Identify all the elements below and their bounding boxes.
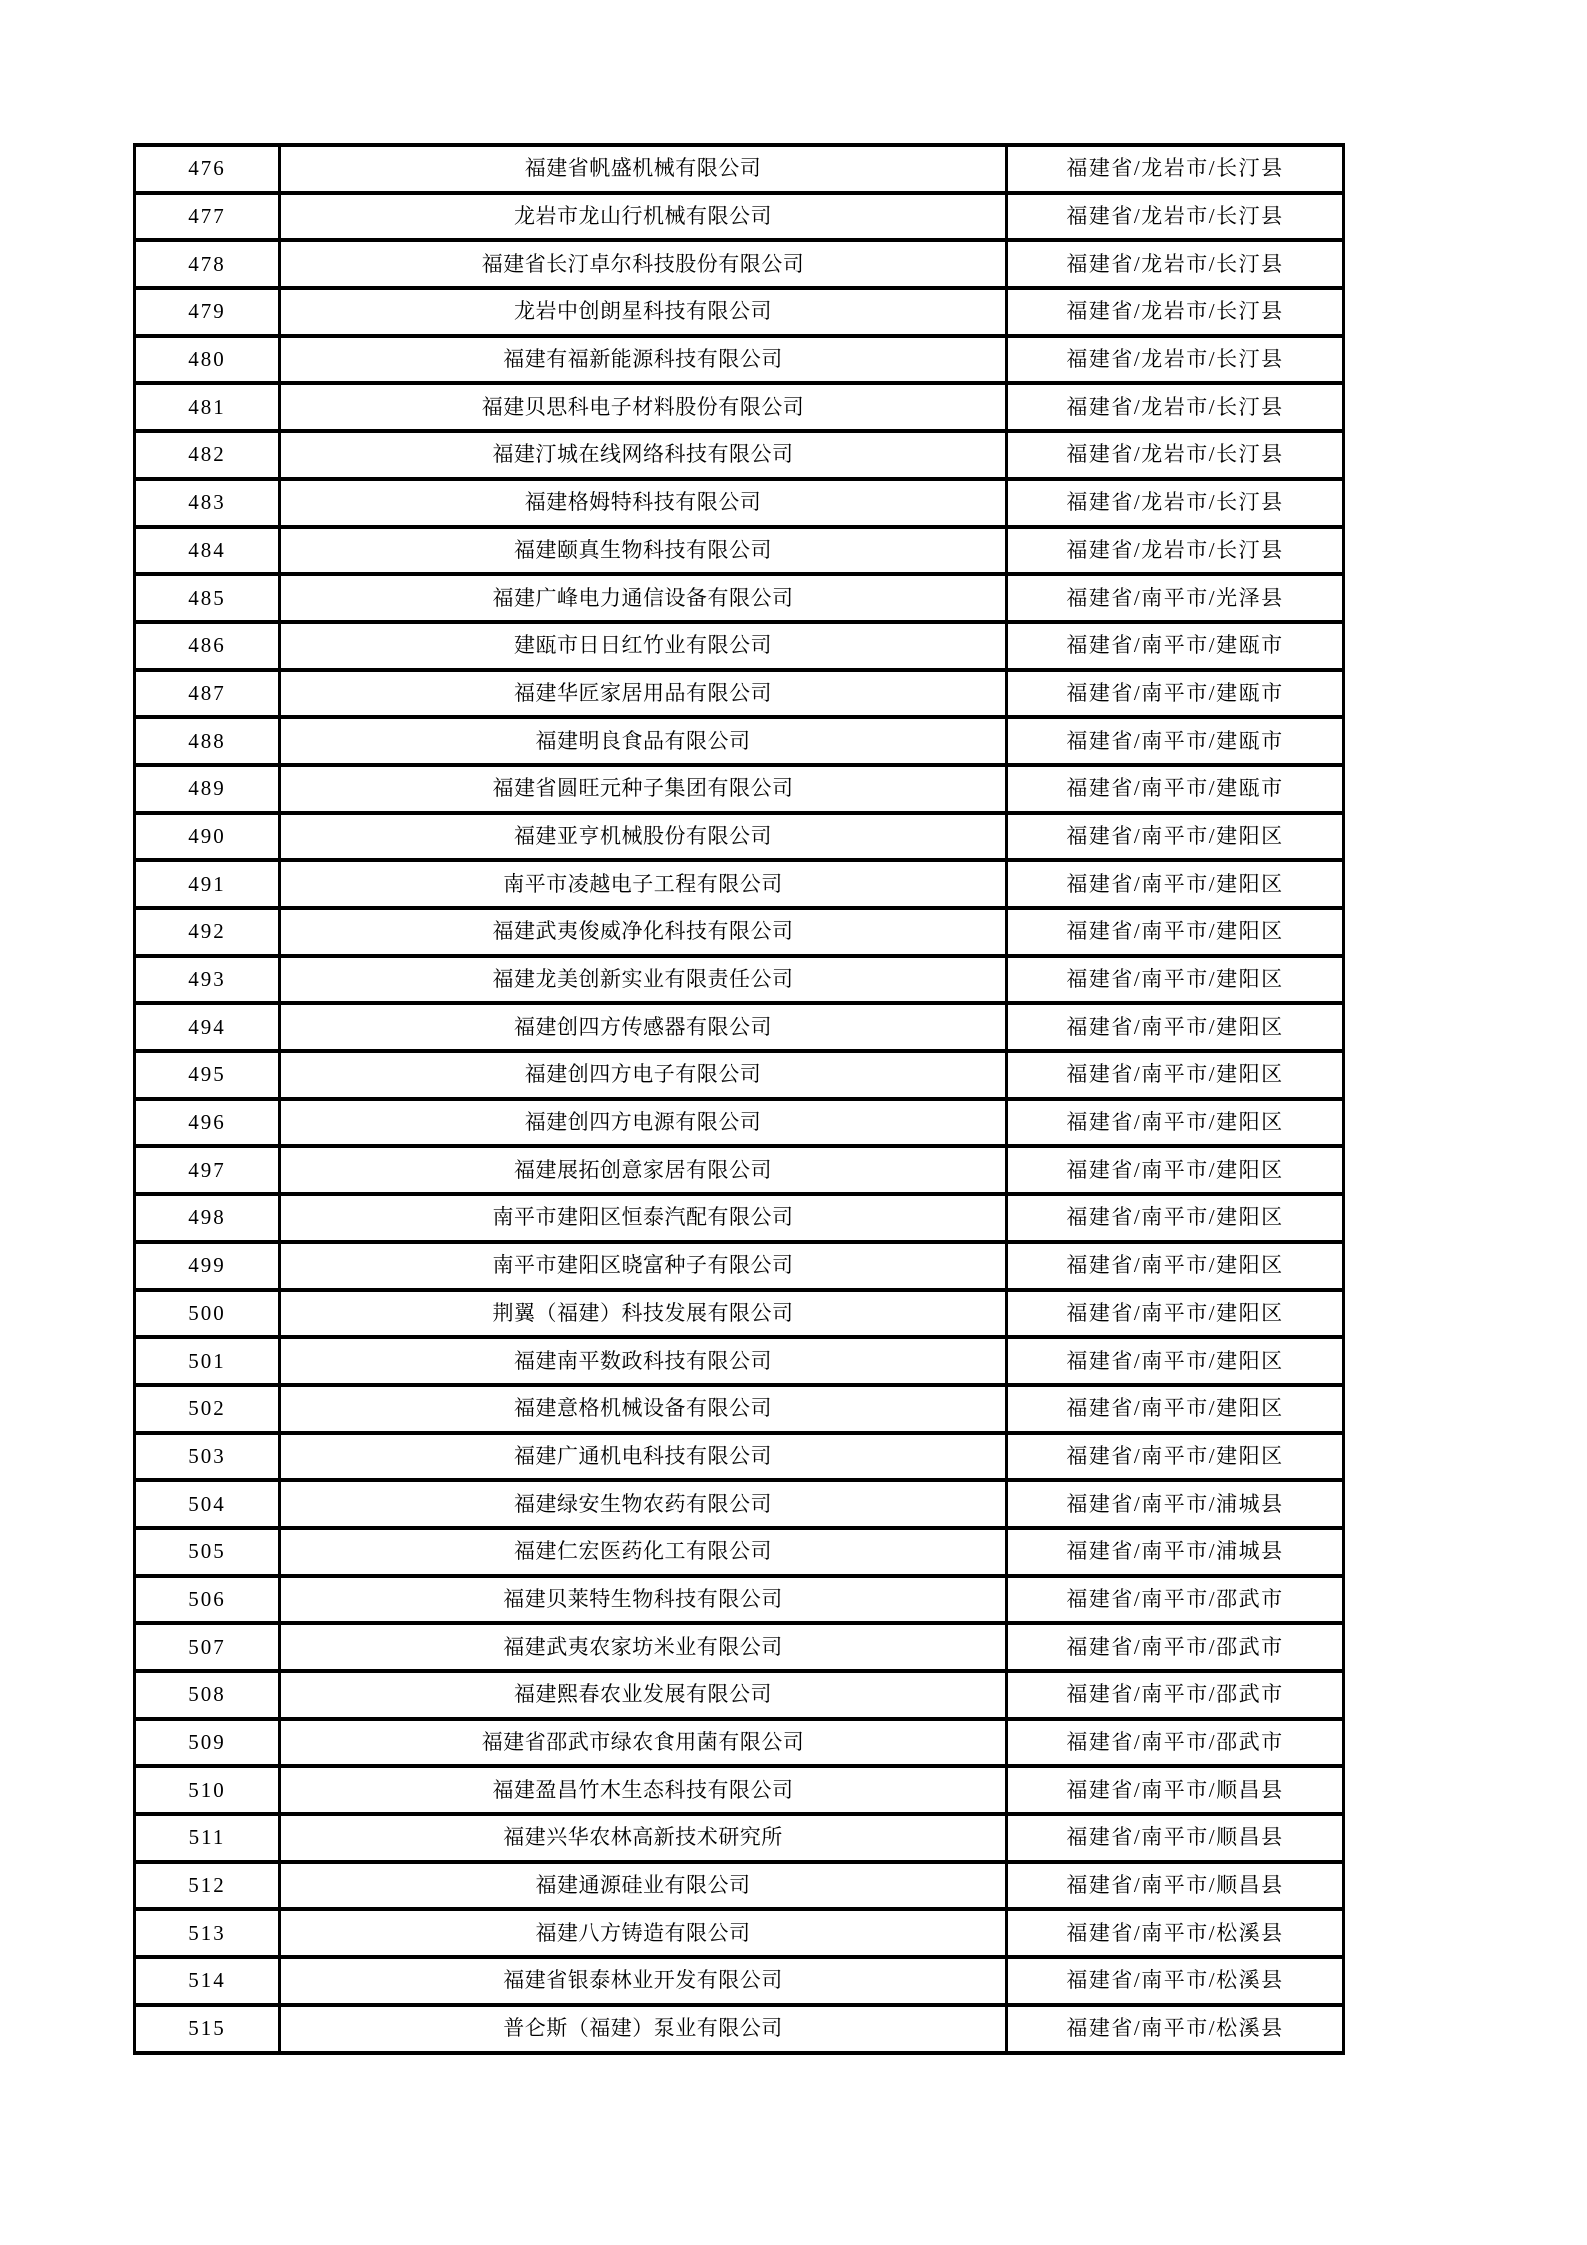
company-name-cell: 福建华匠家居用品有限公司 [280,670,1007,718]
table-row [135,1003,1344,1051]
region-cell: 福建省/南平市/光泽县 [1007,574,1344,622]
row-index-cell: 484 [135,527,280,575]
row-index-cell: 481 [135,383,280,431]
region-cell: 福建省/南平市/建瓯市 [1007,765,1344,813]
table-row [135,622,1344,670]
row-index-cell: 500 [135,1290,280,1338]
region-cell: 福建省/南平市/建阳区 [1007,1051,1344,1099]
row-index-cell: 480 [135,336,280,384]
company-name-cell: 福建熙春农业发展有限公司 [280,1671,1007,1719]
table-row [135,717,1344,765]
company-name-cell: 福建亚亨机械股份有限公司 [280,813,1007,861]
company-name-cell: 福建南平数政科技有限公司 [280,1337,1007,1385]
company-name-cell: 福建广峰电力通信设备有限公司 [280,574,1007,622]
table-row [135,1814,1344,1862]
table-row [135,1099,1344,1147]
company-name-cell: 福建创四方电子有限公司 [280,1051,1007,1099]
company-name-cell: 南平市建阳区恒泰汽配有限公司 [280,1194,1007,1242]
company-name-cell: 龙岩中创朗星科技有限公司 [280,288,1007,336]
row-index-cell: 497 [135,1146,280,1194]
company-name-cell: 福建创四方电源有限公司 [280,1099,1007,1147]
row-index-cell: 499 [135,1242,280,1290]
table-row [135,288,1344,336]
region-cell: 福建省/南平市/浦城县 [1007,1528,1344,1576]
region-cell: 福建省/南平市/建阳区 [1007,1194,1344,1242]
row-index-cell: 504 [135,1480,280,1528]
row-index-cell: 488 [135,717,280,765]
company-name-cell: 荆翼（福建）科技发展有限公司 [280,1290,1007,1338]
region-cell: 福建省/南平市/建瓯市 [1007,622,1344,670]
table-row [135,1766,1344,1814]
company-name-cell: 福建明良食品有限公司 [280,717,1007,765]
row-index-cell: 507 [135,1623,280,1671]
company-name-cell: 建瓯市日日红竹业有限公司 [280,622,1007,670]
region-cell: 福建省/南平市/建瓯市 [1007,670,1344,718]
row-index-cell: 509 [135,1719,280,1767]
region-cell: 福建省/南平市/邵武市 [1007,1671,1344,1719]
table-row [135,1242,1344,1290]
company-name-cell: 福建盈昌竹木生态科技有限公司 [280,1766,1007,1814]
region-cell: 福建省/南平市/建阳区 [1007,956,1344,1004]
table-row [135,1671,1344,1719]
region-cell: 福建省/南平市/顺昌县 [1007,1862,1344,1910]
table-row [135,1528,1344,1576]
region-cell: 福建省/南平市/建阳区 [1007,1146,1344,1194]
row-index-cell: 510 [135,1766,280,1814]
company-name-cell: 福建贝莱特生物科技有限公司 [280,1576,1007,1624]
region-cell: 福建省/南平市/邵武市 [1007,1719,1344,1767]
table-row [135,574,1344,622]
row-index-cell: 482 [135,431,280,479]
row-index-cell: 489 [135,765,280,813]
region-cell: 福建省/南平市/顺昌县 [1007,1814,1344,1862]
region-cell: 福建省/南平市/建阳区 [1007,860,1344,908]
row-index-cell: 483 [135,479,280,527]
row-index-cell: 508 [135,1671,280,1719]
table-row [135,860,1344,908]
company-name-cell: 南平市凌越电子工程有限公司 [280,860,1007,908]
table-row [135,431,1344,479]
row-index-cell: 491 [135,860,280,908]
company-name-cell: 福建省帆盛机械有限公司 [280,145,1007,193]
table-row [135,1433,1344,1481]
company-name-cell: 福建龙美创新实业有限责任公司 [280,956,1007,1004]
table-row [135,336,1344,384]
company-name-cell: 福建绿安生物农药有限公司 [280,1480,1007,1528]
row-index-cell: 498 [135,1194,280,1242]
table-row [135,1146,1344,1194]
region-cell: 福建省/南平市/建阳区 [1007,1433,1344,1481]
region-cell: 福建省/南平市/建阳区 [1007,813,1344,861]
company-name-cell: 南平市建阳区晓富种子有限公司 [280,1242,1007,1290]
table-row [135,908,1344,956]
region-cell: 福建省/南平市/邵武市 [1007,1576,1344,1624]
company-name-cell: 福建广通机电科技有限公司 [280,1433,1007,1481]
region-cell: 福建省/龙岩市/长汀县 [1007,240,1344,288]
company-name-cell: 福建省银泰林业开发有限公司 [280,1957,1007,2005]
company-name-cell: 福建颐真生物科技有限公司 [280,527,1007,575]
company-name-cell: 福建有福新能源科技有限公司 [280,336,1007,384]
company-name-cell: 福建通源硅业有限公司 [280,1862,1007,1910]
region-cell: 福建省/南平市/建阳区 [1007,1003,1344,1051]
row-index-cell: 505 [135,1528,280,1576]
row-index-cell: 495 [135,1051,280,1099]
row-index-cell: 490 [135,813,280,861]
table-row [135,1051,1344,1099]
region-cell: 福建省/南平市/建阳区 [1007,908,1344,956]
company-name-cell: 福建八方铸造有限公司 [280,1909,1007,1957]
table-row [135,813,1344,861]
region-cell: 福建省/南平市/建阳区 [1007,1385,1344,1433]
row-index-cell: 478 [135,240,280,288]
table-row [135,383,1344,431]
row-index-cell: 493 [135,956,280,1004]
table-row [135,193,1344,241]
row-index-cell: 503 [135,1433,280,1481]
table-row [135,479,1344,527]
row-index-cell: 506 [135,1576,280,1624]
row-index-cell: 501 [135,1337,280,1385]
row-index-cell: 479 [135,288,280,336]
table-row [135,2005,1344,2053]
row-index-cell: 502 [135,1385,280,1433]
company-name-cell: 普仑斯（福建）泵业有限公司 [280,2005,1007,2053]
region-cell: 福建省/南平市/邵武市 [1007,1623,1344,1671]
region-cell: 福建省/龙岩市/长汀县 [1007,479,1344,527]
table-row [135,1194,1344,1242]
table-row [135,1576,1344,1624]
row-index-cell: 513 [135,1909,280,1957]
company-name-cell: 福建格姆特科技有限公司 [280,479,1007,527]
table-row [135,670,1344,718]
company-name-cell: 福建意格机械设备有限公司 [280,1385,1007,1433]
region-cell: 福建省/南平市/建阳区 [1007,1290,1344,1338]
row-index-cell: 492 [135,908,280,956]
company-name-cell: 福建创四方传感器有限公司 [280,1003,1007,1051]
company-table [133,143,1345,2055]
table-row [135,1337,1344,1385]
table-row [135,1719,1344,1767]
region-cell: 福建省/南平市/建瓯市 [1007,717,1344,765]
row-index-cell: 515 [135,2005,280,2053]
region-cell: 福建省/南平市/浦城县 [1007,1480,1344,1528]
region-cell: 福建省/龙岩市/长汀县 [1007,145,1344,193]
region-cell: 福建省/龙岩市/长汀县 [1007,527,1344,575]
region-cell: 福建省/南平市/松溪县 [1007,2005,1344,2053]
company-name-cell: 福建兴华农林高新技术研究所 [280,1814,1007,1862]
row-index-cell: 514 [135,1957,280,2005]
table-row [135,1480,1344,1528]
row-index-cell: 511 [135,1814,280,1862]
table-row [135,145,1344,193]
row-index-cell: 485 [135,574,280,622]
row-index-cell: 487 [135,670,280,718]
region-cell: 福建省/南平市/建阳区 [1007,1242,1344,1290]
company-name-cell: 福建展拓创意家居有限公司 [280,1146,1007,1194]
region-cell: 福建省/龙岩市/长汀县 [1007,288,1344,336]
region-cell: 福建省/南平市/顺昌县 [1007,1766,1344,1814]
region-cell: 福建省/南平市/松溪县 [1007,1957,1344,2005]
company-name-cell: 福建仁宏医药化工有限公司 [280,1528,1007,1576]
table-row [135,765,1344,813]
table-row [135,1862,1344,1910]
table-row [135,1385,1344,1433]
table-row [135,1957,1344,2005]
region-cell: 福建省/龙岩市/长汀县 [1007,336,1344,384]
table-row [135,1623,1344,1671]
row-index-cell: 486 [135,622,280,670]
region-cell: 福建省/南平市/建阳区 [1007,1099,1344,1147]
region-cell: 福建省/南平市/建阳区 [1007,1337,1344,1385]
region-cell: 福建省/龙岩市/长汀县 [1007,193,1344,241]
table-row [135,1290,1344,1338]
row-index-cell: 476 [135,145,280,193]
row-index-cell: 477 [135,193,280,241]
region-cell: 福建省/龙岩市/长汀县 [1007,383,1344,431]
region-cell: 福建省/龙岩市/长汀县 [1007,431,1344,479]
company-name-cell: 福建武夷农家坊米业有限公司 [280,1623,1007,1671]
table-row [135,1909,1344,1957]
row-index-cell: 496 [135,1099,280,1147]
company-name-cell: 福建省邵武市绿农食用菌有限公司 [280,1719,1007,1767]
table-row [135,527,1344,575]
row-index-cell: 494 [135,1003,280,1051]
company-name-cell: 福建省圆旺元种子集团有限公司 [280,765,1007,813]
row-index-cell: 512 [135,1862,280,1910]
region-cell: 福建省/南平市/松溪县 [1007,1909,1344,1957]
table-row [135,956,1344,1004]
company-table-body [135,145,1344,2053]
company-name-cell: 福建汀城在线网络科技有限公司 [280,431,1007,479]
company-name-cell: 福建省长汀卓尔科技股份有限公司 [280,240,1007,288]
company-name-cell: 福建武夷俊威净化科技有限公司 [280,908,1007,956]
company-name-cell: 龙岩市龙山行机械有限公司 [280,193,1007,241]
company-name-cell: 福建贝思科电子材料股份有限公司 [280,383,1007,431]
table-row [135,240,1344,288]
